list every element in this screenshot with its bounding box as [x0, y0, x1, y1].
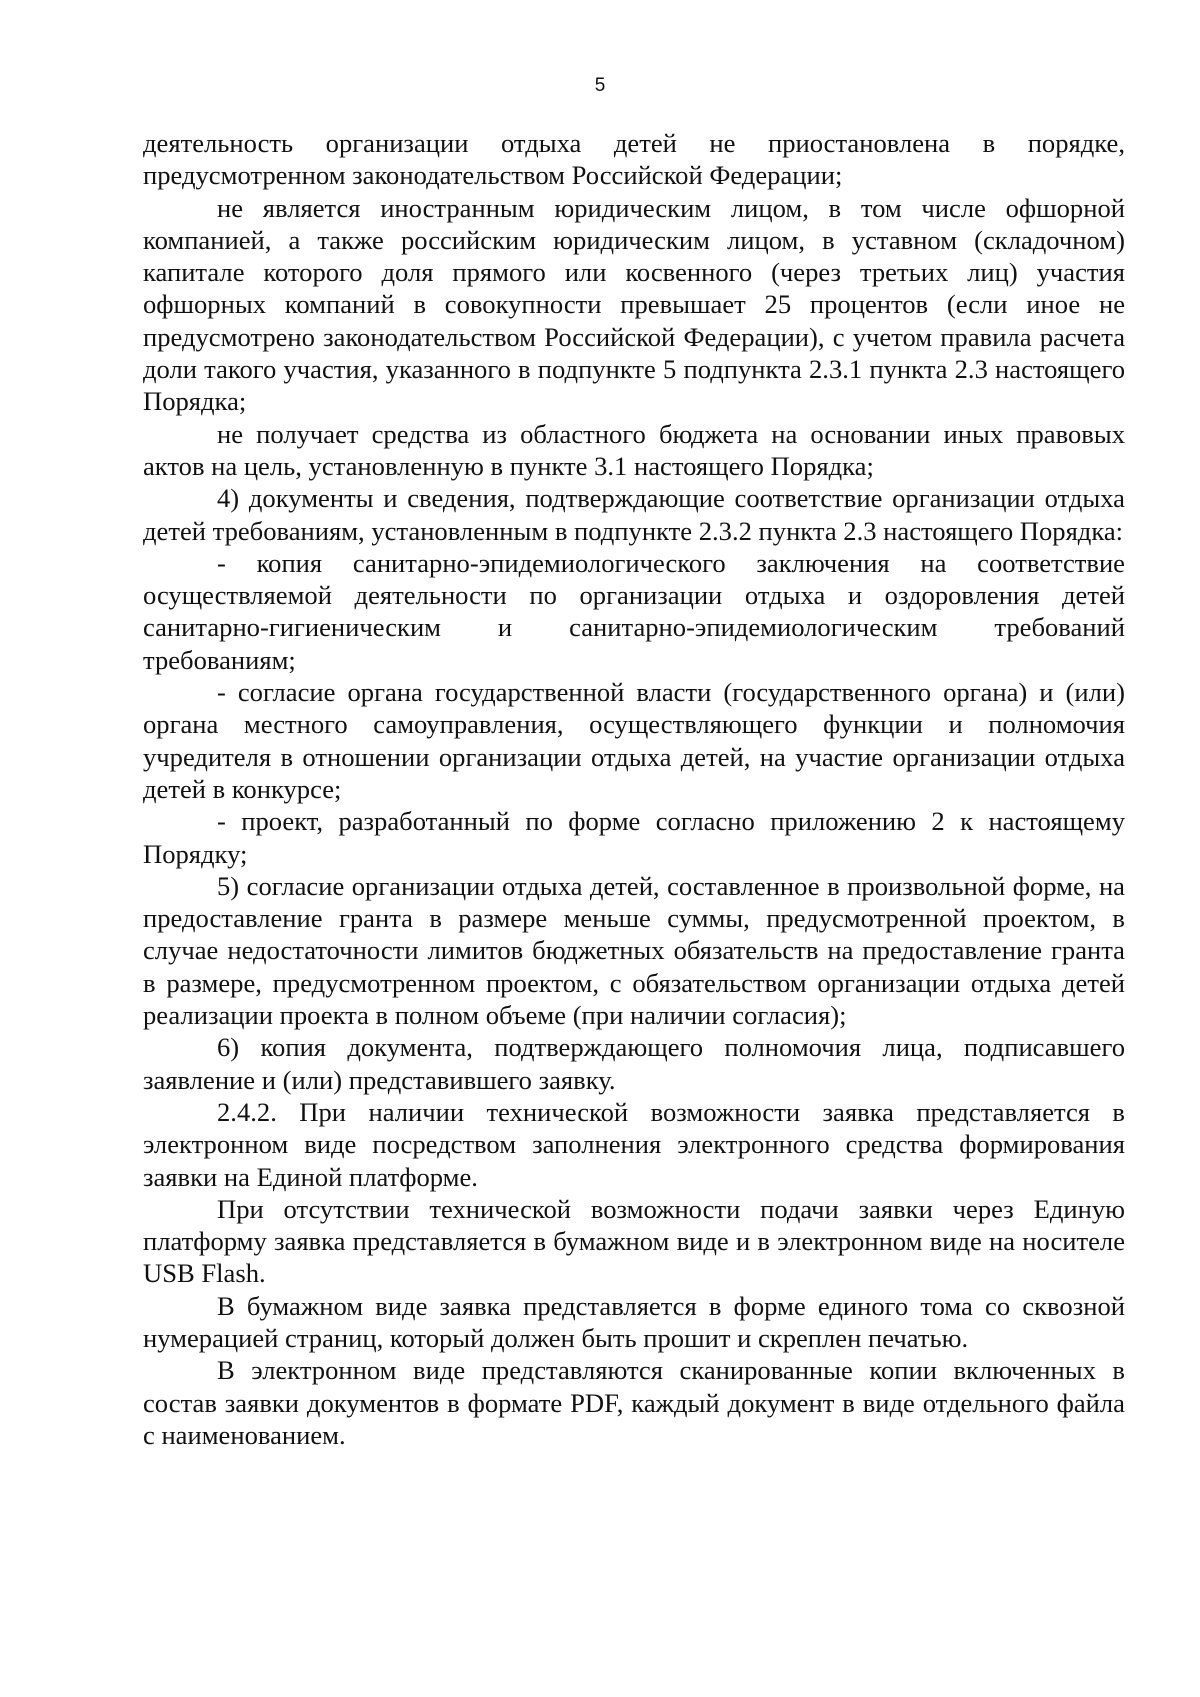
- paragraph-paper-form: В бумажном виде заявка представляется в форме единого тома со сквозной нумерацией страниц, который должен быть прошит и скреплен печатью.: [143, 1290, 1125, 1353]
- paragraph-item-5-consent: 5) согласие организации отдыха детей, составленное в произвольной форме, на предоставление гранта в размере меньше суммы, предусмотренной проектом, в случае недостаточности лимитов бюджетных обязательств на предоставление гранта в размере, предусмотренном проектом, с обязательством организации отдыха детей реализации проекта в полном объеме (при наличии согласия);: [143, 870, 1125, 1031]
- paragraph-not-foreign-entity: не является иностранным юридическим лицом, в том числе офшорной компанией, а также российским юридическим лицом, в уставном (складочном) капитале которого доля прямого или косвенного (через третьих лиц) участия офшорных компаний в совокупности превышает 25 процентов (если иное не предусмотрено законодательством Российской Федерации), с учетом правила расчета доли такого участия, указанного в подпункте 5 подпункта 2.3.1 пункта 2.3 настоящего Порядка;: [143, 192, 1125, 417]
- paragraph-item-4-documents: 4) документы и сведения, подтверждающие соответствие организации отдыха детей требованиям, установленным в подпункте 2.3.2 пункта 2.3 настоящего Порядка:: [143, 483, 1125, 546]
- document-body: [143, 127, 1125, 1451]
- paragraph-sanitary-conclusion: - копия санитарно-эпидемиологического заключения на соответствие осуществляемой деятельности по организации отдыха и оздоровления детей санитарно-гигиеническим и санитарно-эпидемиологическим требований требованиям;: [143, 547, 1125, 675]
- paragraph-founder-consent: - согласие органа государственной власти (государственного органа) и (или) органа местного самоуправления, осуществляющего функции и полномочия учредителя в отношении организации отдыха детей, на участие организации отдыха детей в конкурсе;: [143, 677, 1125, 804]
- paragraph-activity-not-suspended: деятельность организации отдыха детей не приостановлена в порядке, предусмотренном законодательством Российской Федерации;: [143, 128, 1125, 191]
- paragraph-item-6-authority-copy: 6) копия документа, подтверждающего полномочия лица, подписавшего заявление и (или) представившего заявку.: [143, 1032, 1125, 1095]
- paragraph-electronic-form: В электронном виде представляются сканированные копии включенных в состав заявки документов в формате PDF, каждый документ в виде отдельного файла с наименованием.: [143, 1355, 1125, 1450]
- paragraph-no-regional-budget-funds: не получает средства из областного бюджета на основании иных правовых актов на цель, установленную в пункте 3.1 настоящего Порядка;: [143, 418, 1125, 481]
- paragraph-project-form: - проект, разработанный по форме согласно приложению 2 к настоящему Порядку;: [143, 806, 1125, 869]
- paragraph-2-4-2-electronic: 2.4.2. При наличии технической возможности заявка представляется в электронном виде посредством заполнения электронного средства формирования заявки на Единой платформе.: [143, 1096, 1125, 1192]
- paragraph-no-technical-possibility: При отсутствии технической возможности подачи заявки через Единую платформу заявка представляется в бумажном виде и в электронном виде на носителе USB Flash.: [143, 1193, 1125, 1289]
- page-number: 5: [594, 75, 606, 96]
